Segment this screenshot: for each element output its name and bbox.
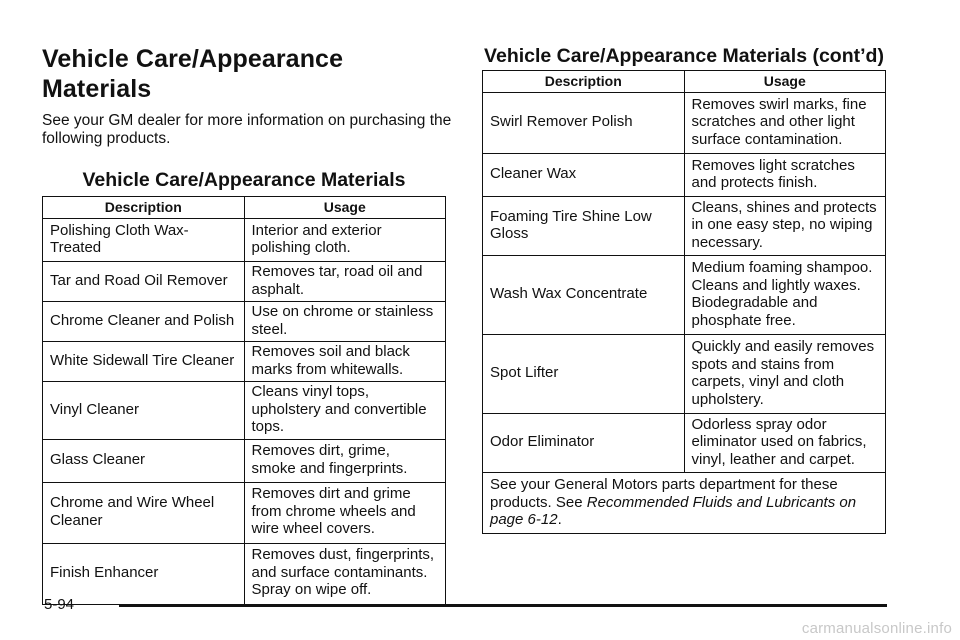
row-description: Cleaner Wax — [483, 154, 685, 197]
page-number: 5-94 — [44, 596, 75, 613]
row-usage: Quickly and easily removes spots and stains from carpets, vinyl and cloth upholstery. — [684, 335, 886, 414]
table-row — [43, 439, 446, 482]
table-row — [483, 93, 886, 154]
row-description: Odor Eliminator — [483, 414, 685, 473]
right-materials-table — [482, 70, 886, 534]
row-usage: Removes dirt and grime from chrome wheels and wire wheel covers. — [244, 482, 446, 543]
right-column — [482, 46, 886, 534]
table-header-row — [43, 197, 446, 219]
row-usage: Removes dust, fingerprints, and surface contaminants. Spray on wipe off. — [244, 543, 446, 604]
row-description: Vinyl Cleaner — [43, 382, 245, 440]
row-description: Tar and Road Oil Remover — [43, 262, 245, 302]
table-row — [43, 219, 446, 262]
row-description: Glass Cleaner — [43, 439, 245, 482]
row-description: Wash Wax Concentrate — [483, 256, 685, 335]
intro-paragraph: See your GM dealer for more information on purchasing the following products. — [42, 112, 452, 147]
table-header-row — [483, 71, 886, 93]
row-usage: Odorless spray odor eliminator used on fabrics, vinyl, leather and carpet. — [684, 414, 886, 473]
table-row — [43, 342, 446, 382]
left-column — [42, 44, 452, 605]
header-description: Description — [483, 71, 685, 93]
table-note-row — [483, 473, 886, 534]
note-text: See your General Motors parts department for these products. See — [490, 476, 838, 511]
table-row — [483, 256, 886, 335]
table-row — [43, 262, 446, 302]
row-usage: Removes soil and black marks from whitewalls. — [244, 342, 446, 382]
right-table-title: Vehicle Care/Appearance Materials (cont’d) — [484, 45, 884, 67]
row-usage: Removes dirt, grime, smoke and fingerprints. — [244, 439, 446, 482]
table-row — [483, 154, 886, 197]
table-row — [43, 482, 446, 543]
table-row — [43, 382, 446, 440]
table-row — [43, 543, 446, 604]
row-description: Polishing Cloth Wax-Treated — [43, 219, 245, 262]
note-cross-reference: Recommended Fluids and Lubricants on page 6-12 — [490, 493, 857, 528]
table-row — [483, 335, 886, 414]
header-description: Description — [43, 197, 245, 219]
row-description: Foaming Tire Shine Low Gloss — [483, 197, 685, 256]
row-description: Spot Lifter — [483, 335, 685, 414]
row-usage: Removes tar, road oil and asphalt. — [244, 262, 446, 302]
table-row — [483, 414, 886, 473]
footer-rule — [119, 604, 887, 607]
row-usage: Interior and exterior polishing cloth. — [244, 219, 446, 262]
row-usage: Cleans, shines and protects in one easy step, no wiping necessary. — [684, 197, 886, 256]
watermark: carmanualsonline.info — [801, 620, 952, 637]
header-usage: Usage — [684, 71, 886, 93]
left-table-title: Vehicle Care/Appearance Materials — [82, 169, 406, 191]
row-description: Finish Enhancer — [43, 543, 245, 604]
row-usage: Use on chrome or stainless steel. — [244, 302, 446, 342]
row-usage: Cleans vinyl tops, upholstery and convertible tops. — [244, 382, 446, 440]
row-description: Swirl Remover Polish — [483, 93, 685, 154]
row-description: White Sidewall Tire Cleaner — [43, 342, 245, 382]
row-usage: Removes swirl marks, fine scratches and other light surface contamination. — [684, 93, 886, 154]
row-description: Chrome and Wire Wheel Cleaner — [43, 482, 245, 543]
row-usage: Removes light scratches and protects finish. — [684, 154, 886, 197]
table-row — [483, 197, 886, 256]
left-materials-table — [42, 196, 446, 605]
note-end: . — [557, 511, 562, 528]
table-note — [483, 473, 886, 534]
page-title: Vehicle Care/Appearance Materials — [42, 45, 344, 103]
row-usage: Medium foaming shampoo. Cleans and lightly waxes. Biodegradable and phosphate free. — [684, 256, 886, 335]
row-description: Chrome Cleaner and Polish — [43, 302, 245, 342]
header-usage: Usage — [244, 197, 446, 219]
table-row — [43, 302, 446, 342]
